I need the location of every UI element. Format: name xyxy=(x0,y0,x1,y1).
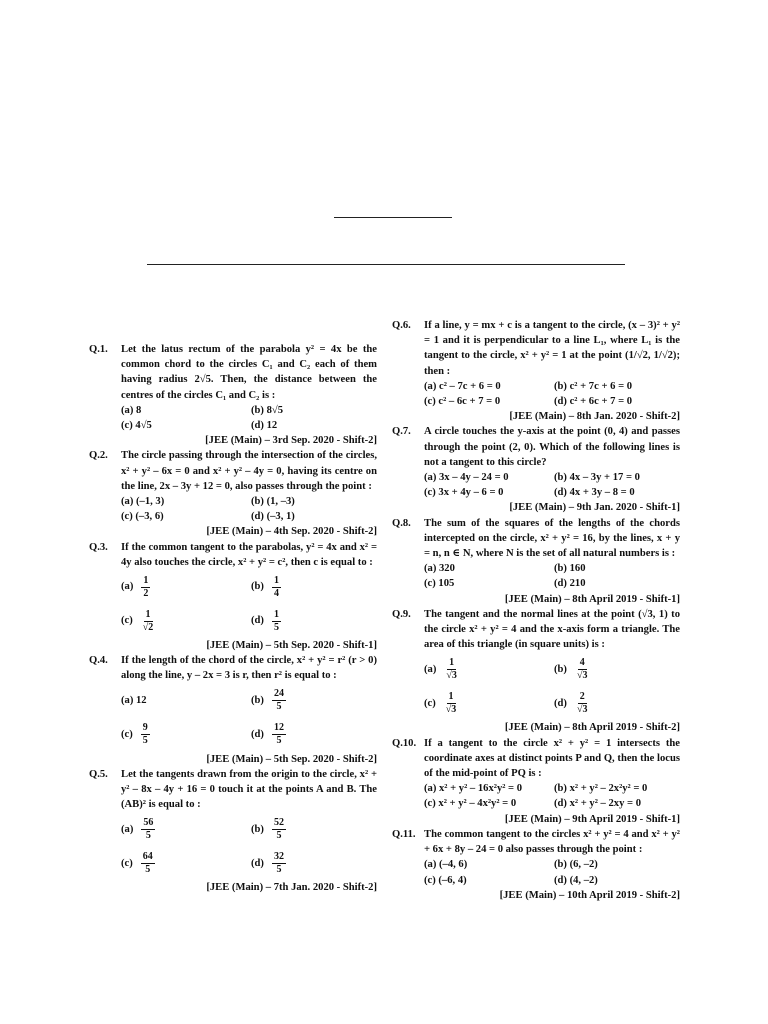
option-a: (a) (–1, 3) xyxy=(121,496,165,508)
options xyxy=(424,379,680,409)
question-text: The common tangent to the circles x² + y² = 4 and x² + y² + 6x + 8y – 24 = 0 also passes through the point : xyxy=(424,828,680,856)
question-text: If a tangent to the circle x² + y² = 1 intersects the coordinate axes at distinct points P and Q, then the locus of the mid-point of PQ is : xyxy=(424,737,680,780)
option-a: (a) c² – 7c + 6 = 0 xyxy=(424,380,501,392)
option-c: (c) x² + y² – 4x²y² = 0 xyxy=(424,798,517,810)
question-source: [JEE (Main) – 10th April 2019 - Shift-2] xyxy=(499,889,680,901)
option-a: (a) $\frac{1}{√3}$ xyxy=(424,656,457,681)
question-source: [JEE (Main) – 8th April 2019 - Shift-2] xyxy=(504,722,680,734)
title-underline xyxy=(334,217,452,218)
option-b: (b) $\frac{1}{4}$ xyxy=(251,574,279,599)
question-text: If the common tangent to the parabolas, y² = 4x and x² = 4y also touches the circle, x² + y² = c², then c is equal to : xyxy=(121,541,377,568)
question-10 xyxy=(392,736,680,827)
question-source: [JEE (Main) – 4th Sep. 2020 - Shift-2] xyxy=(206,526,377,538)
question-text: Let the tangents drawn from the origin to the circle, x² + y² – 8x – 4y + 16 = 0 touch it at the points A and B. The (AB)² is equal to : xyxy=(121,768,377,811)
question-9 xyxy=(392,607,680,736)
question-number: Q.4. xyxy=(89,655,108,667)
question-number: Q.5. xyxy=(89,768,108,780)
option-a: (a) (–4, 6) xyxy=(424,859,468,871)
question-text: If the length of the chord of the circle, x² + y² = r² (r > 0) along the line, y – 2x = 3 is r, then r² is equal to : xyxy=(121,655,377,682)
option-d: (d) $\frac{12}{5}$ xyxy=(251,722,284,747)
option-c: (c) (–6, 4) xyxy=(424,874,467,886)
option-c: (c) c² – 6c + 7 = 0 xyxy=(424,396,501,408)
question-number: Q.2. xyxy=(89,450,108,462)
question-number: Q.9. xyxy=(392,608,411,620)
question-text: The sum of the squares of the lengths of the chords intercepted on the circle, x² + y² = 16, by the lines, x + y = n, n ∈ N, where N is the set of all natural numbers is : xyxy=(424,517,680,560)
question-2 xyxy=(89,448,377,539)
question-number: Q.6. xyxy=(392,320,411,331)
fraction: $\frac{9}{5}$ xyxy=(142,722,148,747)
option-d: (d) 210 xyxy=(554,578,586,590)
question-source: [JEE (Main) – 7th Jan. 2020 - Shift-2] xyxy=(206,882,377,894)
question-source: [JEE (Main) – 8th Jan. 2020 - Shift-2] xyxy=(509,411,680,423)
option-b: (b) (1, –3) xyxy=(251,496,295,508)
option-c: (c) 4√5 xyxy=(121,420,152,432)
question-text: The tangent and the normal lines at the point (√3, 1) to the circle x² + y² = 4 and the x-axis form a triangle. The area of this triangle (in square units) is : xyxy=(424,608,680,651)
options xyxy=(424,781,680,811)
option-d: (d) $\frac{1}{5}$ xyxy=(251,608,279,633)
fraction: $\frac{1}{√2}$ xyxy=(142,608,154,633)
fraction: $\frac{1}{4}$ xyxy=(273,574,279,599)
question-number: Q.8. xyxy=(392,517,411,529)
option-b: (b) $\frac{24}{5}$ xyxy=(251,688,284,713)
options xyxy=(424,857,680,887)
question-8 xyxy=(392,516,680,607)
question-5 xyxy=(89,767,377,896)
option-a: (a) $\frac{1}{2}$ xyxy=(121,574,149,599)
option-c: (c) 3x + 4y – 6 = 0 xyxy=(424,487,504,499)
left-column xyxy=(89,318,377,896)
option-c: (c) 105 xyxy=(424,578,455,590)
option-d: (d) 12 xyxy=(251,420,278,432)
right-column xyxy=(392,318,680,903)
question-3 xyxy=(89,540,377,654)
question-text: Let the latus rectum of the parabola y² = 4x be the common chord to the circles C₁ and C₂ each of them having radius 2√5. Then, the distance between the centres of the circles C₁ and C₂ is : xyxy=(121,344,377,401)
option-c: (c) $\frac{1}{√3}$ xyxy=(424,690,457,715)
option-d: (d) $\frac{32}{5}$ xyxy=(251,850,284,875)
option-d: (d) $\frac{2}{√3}$ xyxy=(554,690,588,715)
options xyxy=(121,684,377,752)
options xyxy=(424,470,680,500)
question-source: [JEE (Main) – 8th April 2019 - Shift-1] xyxy=(504,593,680,605)
question-text: The circle passing through the intersection of the circles, x² + y² – 6x = 0 and x² + y² – 4y = 0, having its centre on the line, 2x – 3y + 12 = 0, also passes through the point : xyxy=(121,450,377,492)
option-a: (a) x² + y² – 16x²y² = 0 xyxy=(424,783,523,795)
option-b: (b) 4x – 3y + 17 = 0 xyxy=(554,472,640,484)
option-a: (a) 3x – 4y – 24 = 0 xyxy=(424,472,509,484)
question-number: Q.1. xyxy=(89,344,108,355)
question-7 xyxy=(392,424,680,515)
option-c: (c) $\frac{64}{5}$ xyxy=(121,850,153,875)
fraction: $\frac{64}{5}$ xyxy=(142,850,153,875)
fraction: $\frac{56}{5}$ xyxy=(143,816,154,841)
option-b: (b) 160 xyxy=(554,563,586,575)
option-a: (a) 320 xyxy=(424,563,455,575)
question-number: Q.3. xyxy=(89,541,108,553)
option-a: (a) 12 xyxy=(121,695,147,707)
option-d: (d) x² + y² – 2xy = 0 xyxy=(554,798,641,810)
option-a: (a) 8 xyxy=(121,404,142,416)
question-number: Q.11. xyxy=(392,828,416,840)
header-rule xyxy=(147,264,625,265)
options xyxy=(121,570,377,638)
option-b: (b) (6, –2) xyxy=(554,859,598,871)
fraction: $\frac{1}{5}$ xyxy=(273,608,279,633)
options xyxy=(424,561,680,591)
question-source: [JEE (Main) – 9th April 2019 - Shift-1] xyxy=(504,813,680,825)
option-a: (a) $\frac{56}{5}$ xyxy=(121,816,154,841)
fraction: $\frac{2}{√3}$ xyxy=(576,690,588,715)
option-b: (b) 8√5 xyxy=(251,404,284,416)
fraction: $\frac{52}{5}$ xyxy=(273,816,284,841)
fraction: $\frac{32}{5}$ xyxy=(273,850,284,875)
option-c: (c) $\frac{1}{√2}$ xyxy=(121,608,154,633)
fraction: $\frac{1}{√3}$ xyxy=(446,656,457,681)
option-b: (b) x² + y² – 2x²y² = 0 xyxy=(554,783,648,795)
question-1 xyxy=(89,342,377,448)
question-4 xyxy=(89,653,377,767)
options xyxy=(121,403,377,433)
option-b: (b) $\frac{52}{5}$ xyxy=(251,816,284,841)
option-d: (d) (–3, 1) xyxy=(251,511,295,523)
question-6 xyxy=(392,318,680,424)
option-d: (d) (4, –2) xyxy=(554,874,598,886)
question-source: [JEE (Main) – 3rd Sep. 2020 - Shift-2] xyxy=(205,435,377,447)
fraction: $\frac{24}{5}$ xyxy=(273,688,284,713)
options xyxy=(121,812,377,880)
fraction: $\frac{1}{√3}$ xyxy=(445,690,457,715)
fraction: $\frac{12}{5}$ xyxy=(273,722,284,747)
question-source: [JEE (Main) – 9th Jan. 2020 - Shift-1] xyxy=(509,502,680,514)
option-d: (d) 4x + 3y – 8 = 0 xyxy=(554,487,635,499)
question-text: If a line, y = mx + c is a tangent to the circle, (x – 3)² + y² = 1 and it is perpendicular to a line L₁, where L₁ is the tangent to the circle, x² + y² = 1 at the point (1/√2, 1/√2); then : xyxy=(424,320,680,377)
question-number: Q.10. xyxy=(392,737,417,749)
options xyxy=(424,652,680,720)
option-d: (d) c² + 6c + 7 = 0 xyxy=(554,396,633,408)
question-source: [JEE (Main) – 5th Sep. 2020 - Shift-2] xyxy=(206,753,377,765)
question-11 xyxy=(392,827,680,903)
options xyxy=(121,494,377,524)
option-b: (b) $\frac{4}{√3}$ xyxy=(554,656,588,681)
question-number: Q.7. xyxy=(392,426,411,438)
option-b: (b) c² + 7c + 6 = 0 xyxy=(554,380,633,392)
fraction: $\frac{4}{√3}$ xyxy=(576,656,588,681)
question-source: [JEE (Main) – 5th Sep. 2020 - Shift-1] xyxy=(206,640,377,652)
option-c: (c) $\frac{9}{5}$ xyxy=(121,722,148,747)
question-text: A circle touches the y-axis at the point (0, 4) and passes through the point (2, 0). Which of the following lines is not a tangent to this circle? xyxy=(424,426,680,468)
option-c: (c) (–3, 6) xyxy=(121,511,164,523)
fraction: $\frac{1}{2}$ xyxy=(143,574,149,599)
